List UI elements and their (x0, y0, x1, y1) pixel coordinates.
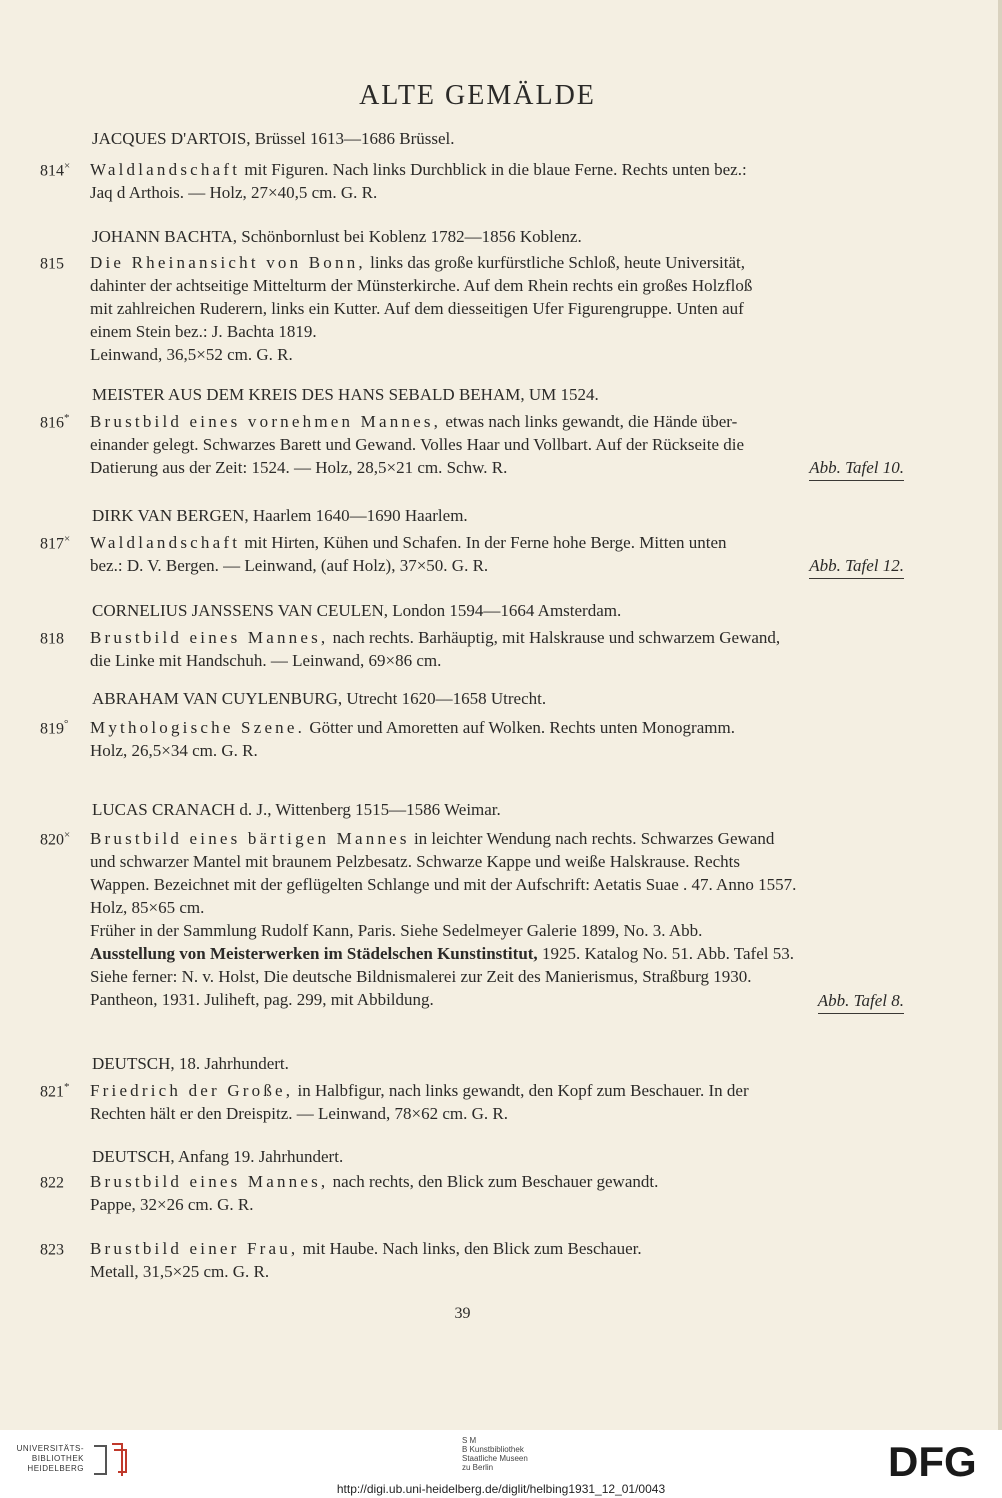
lot-title: Brustbild einer Frau, (90, 1239, 299, 1258)
artist-heading: DEUTSCH, Anfang 19. Jahrhundert. (92, 1147, 344, 1166)
artist-heading: JACQUES D'ARTOIS, Brüssel 1613—1686 Brüssel. (92, 129, 455, 148)
museum-credit: S M B Kunstbibliothek Staatliche Museen zu Berlin (462, 1436, 528, 1472)
lot-description: Mythologische Szene. Götter und Amoretten auf Wolken. Rechts unten Monogramm. Holz, 26,5×34 cm. G. R. (90, 718, 735, 760)
page-edge (998, 0, 1002, 1430)
library-mark-icon (92, 1442, 132, 1478)
exhibition-title: Ausstellung von Meisterwerken im Städelschen Kunstinstitut, (90, 944, 538, 963)
artist-heading: DIRK VAN BERGEN, Haarlem 1640—1690 Haarlem. (92, 506, 468, 525)
lot-description: Waldlandschaft mit Hirten, Kühen und Schafen. In der Ferne hohe Berge. Mitten unten bez.: D. V. Bergen. — Leinwand, (auf Holz), 37×50. G. R. (90, 533, 727, 575)
lot-number: 821* (40, 1081, 70, 1101)
lot-number: 820× (40, 829, 71, 849)
artist-heading: DEUTSCH, 18. Jahrhundert. (92, 1054, 289, 1073)
lot-title: Brustbild eines Mannes, (90, 1172, 329, 1191)
artist-heading: JOHANN BACHTA, Schönbornlust bei Koblenz 1782—1856 Koblenz. (92, 227, 582, 246)
lot-description: Waldlandschaft mit Figuren. Nach links Durchblick in die blaue Ferne. Rechts unten bez.: Jaq d Arthois. — Holz, 27×40,5 cm. G. R. (90, 160, 747, 202)
lot-number: 822 (40, 1174, 64, 1192)
lot-title: Brustbild eines bärtigen Mannes (90, 829, 410, 848)
lot-number: 823 (40, 1241, 64, 1259)
lot-description: Brustbild eines bärtigen Mannes in leichter Wendung nach rechts. Schwarzes Gewand und schwarzer Mantel mit braunem Pelzbesatz. Schwarze Kappe und weiße Halskrause. Rechts Wappen. Bezeichnet mit der geflügelten Schlange und mit der Aufschrift: Aetatis Suae . 47. Anno 1557. Holz, 85×65 cm. Früher in der Sammlung Rudolf Kann, Paris. Siehe Sedelmeyer Galerie 1899, No. 3. Abb. Ausstellung von Meisterwerken im Städelschen Kunstinstitut, 1925. Katalog No. 51. Abb. Tafel 53. Siehe ferner: N. v. Holst, Die deutsche Bildnismalerei zur Zeit des Manierismus, Straßburg 1930. Pantheon, 1931. Juliheft, pag. 299, mit Abbildung. (90, 829, 797, 1009)
source-url[interactable]: http://digi.ub.uni-heidelberg.de/diglit/helbing1931_12_01/0043 (336, 1482, 666, 1496)
artist-heading: CORNELIUS JANSSENS VAN CEULEN, London 1594—1664 Amsterdam. (92, 601, 622, 620)
plate-reference: Abb. Tafel 10. (809, 458, 904, 481)
page-number: 39 (454, 1305, 471, 1322)
lot-number: 814× (40, 160, 71, 180)
svg-text:DFG: DFG (888, 1440, 977, 1480)
lot-title: Die Rheinansicht von Bonn, (90, 253, 366, 272)
lot-number: 815 (40, 255, 64, 273)
lot-title: Brustbild eines vornehmen Mannes, (90, 412, 442, 431)
lot-description: Brustbild eines vornehmen Mannes, etwas nach links gewandt, die Hände über- einander gelegt. Schwarzes Barett und Gewand. Volles Haar und Vollbart. Auf der Rückseite die Datierung aus der Zeit: 1524. — Holz, 28,5×21 cm. Schw. R. (90, 412, 745, 477)
artist-heading: MEISTER AUS DEM KREIS DES HANS SEBALD BEHAM, UM 1524. (92, 385, 599, 404)
lot-title: Waldlandschaft (90, 533, 241, 552)
lot-number: 817× (40, 533, 71, 553)
artist-heading: LUCAS CRANACH d. J., Wittenberg 1515—1586 Weimar. (92, 800, 501, 819)
lot-title: Friedrich der Große, (90, 1081, 294, 1100)
lot-title: Brustbild eines Mannes, (90, 628, 329, 647)
lot-title: Waldlandschaft (90, 160, 241, 179)
university-library-logo: UNIVERSITÄTS- BIBLIOTHEK HEIDELBERG (12, 1442, 152, 1482)
lot-description: Friedrich der Große, in Halbfigur, nach links gewandt, den Kopf zum Beschauer. In der Rechten hält er den Dreispitz. — Leinwand, 78×62 cm. G. R. (90, 1081, 749, 1123)
lot-number: 819° (40, 718, 69, 738)
lot-number: 818 (40, 630, 64, 648)
plate-reference: Abb. Tafel 12. (809, 556, 904, 579)
lot-number: 816* (40, 412, 70, 432)
page-title: ALTE GEMÄLDE (359, 80, 596, 111)
artist-heading: ABRAHAM VAN CUYLENBURG, Utrecht 1620—1658 Utrecht. (92, 689, 547, 708)
lot-description: Brustbild eines Mannes, nach rechts, den Blick zum Beschauer gewandt. Pappe, 32×26 cm. G. R. (90, 1172, 659, 1214)
plate-reference: Abb. Tafel 8. (818, 991, 904, 1014)
lot-title: Mythologische Szene. (90, 718, 306, 737)
lot-description: Die Rheinansicht von Bonn, links das große kurfürstliche Schloß, heute Universität, dahinter der achtseitige Mittelturm der Münsterkirche. Auf dem Rhein rechts ein großes Holzfloß mit zahlreichen Ruderern, links ein Kutter. Auf dem diesseitigen Ufer Figurengruppe. Unten auf einem Stein bez.: J. Bachta 1819. Leinwand, 36,5×52 cm. G. R. (90, 253, 753, 364)
dfg-logo (888, 1440, 990, 1480)
lot-description: Brustbild eines Mannes, nach rechts. Barhäuptig, mit Halskrause und schwarzem Gewand, die Linke mit Handschuh. — Leinwand, 69×86 cm. (90, 628, 781, 670)
lot-description: Brustbild einer Frau, mit Haube. Nach links, den Blick zum Beschauer. Metall, 31,5×25 cm. G. R. (90, 1239, 642, 1281)
